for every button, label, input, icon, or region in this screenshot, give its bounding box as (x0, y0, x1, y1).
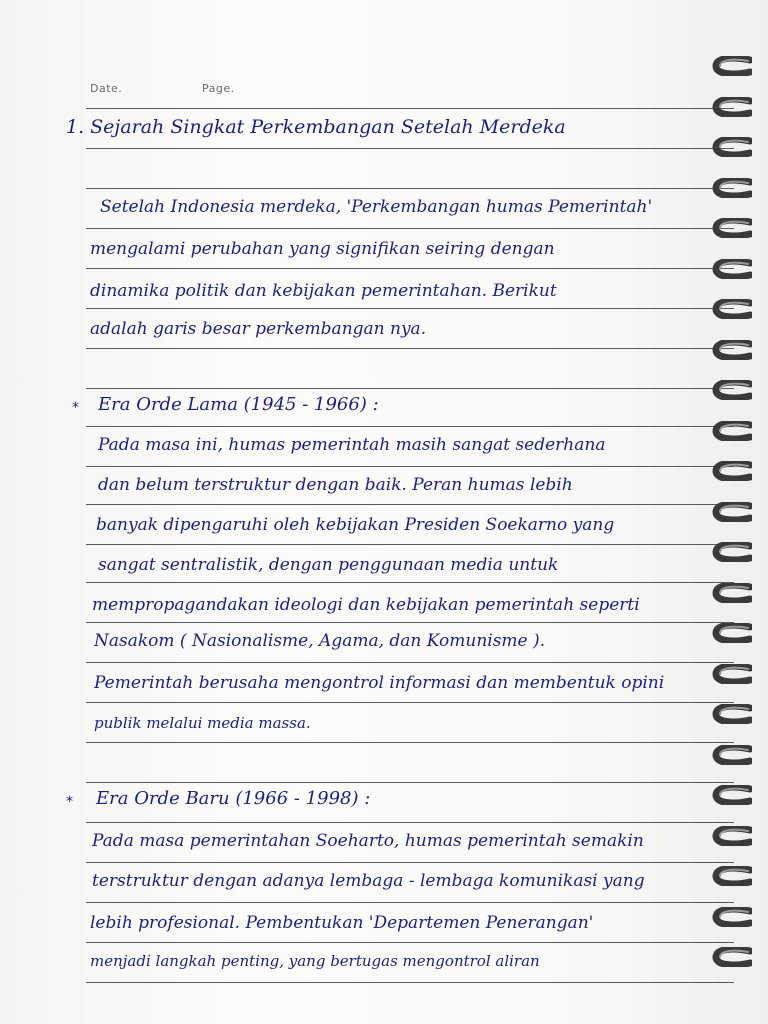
spiral-ring-icon (712, 785, 752, 805)
ruled-line (86, 188, 734, 189)
intro-line: Setelah Indonesia merdeka, 'Perkembangan humas Pemerintah' (100, 197, 653, 217)
ruled-line (86, 426, 734, 427)
ruled-line (86, 544, 734, 545)
spiral-ring-icon (712, 97, 752, 117)
spiral-ring-icon (712, 745, 752, 765)
ruled-line (86, 702, 734, 703)
ruled-line (86, 822, 734, 823)
ruled-line (86, 662, 734, 663)
spiral-ring-icon (712, 340, 752, 360)
section2-line: terstruktur dengan adanya lembaga - lembaga komunikasi yang (92, 871, 645, 891)
section1-line: publik melalui media massa. (94, 714, 311, 732)
ruled-line (86, 108, 734, 109)
ruled-line (86, 582, 734, 583)
spiral-ring-icon (712, 56, 752, 76)
spiral-ring-icon (712, 137, 752, 157)
intro-line: adalah garis besar perkembangan nya. (90, 319, 427, 339)
spiral-ring-icon (712, 623, 752, 643)
spiral-ring-icon (712, 299, 752, 319)
spiral-ring-icon (712, 542, 752, 562)
spiral-ring-icon (712, 947, 752, 967)
ruled-line (86, 942, 734, 943)
section2-heading: Era Orde Baru (1966 - 1998) : (96, 788, 371, 809)
spiral-ring-icon (712, 664, 752, 684)
section2-line: Pada masa pemerintahan Soeharto, humas pemerintah semakin (92, 831, 644, 851)
ruled-line (86, 982, 734, 983)
date-label: Date. (90, 82, 123, 95)
ruled-line (86, 782, 734, 783)
ruled-line (86, 902, 734, 903)
section1-line: dan belum terstruktur dengan baik. Peran humas lebih (98, 475, 573, 495)
spiral-ring-icon (712, 502, 752, 522)
spiral-ring-icon (712, 380, 752, 400)
ruled-line (86, 466, 734, 467)
intro-line: dinamika politik dan kebijakan pemerintahan. Berikut (90, 281, 557, 301)
ruled-line (86, 228, 734, 229)
spiral-ring-icon (712, 259, 752, 279)
page-title: 1. Sejarah Singkat Perkembangan Setelah Merdeka (66, 116, 566, 138)
section1-line: sangat sentralistik, dengan penggunaan media untuk (98, 555, 559, 575)
spiral-ring-icon (712, 218, 752, 238)
section1-line: banyak dipengaruhi oleh kebijakan Presiden Soekarno yang (96, 515, 615, 535)
section2-line: menjadi langkah penting, yang bertugas mengontrol aliran (90, 952, 540, 970)
ruled-line (86, 622, 734, 623)
spiral-ring-icon (712, 421, 752, 441)
spiral-ring-icon (712, 461, 752, 481)
section1-bullet: * (72, 400, 79, 416)
section1-line: Pada masa ini, humas pemerintah masih sangat sederhana (98, 435, 606, 455)
page-header (90, 82, 235, 95)
ruled-line (86, 388, 734, 389)
section1-line: mempropagandakan ideologi dan kebijakan pemerintah seperti (92, 595, 640, 615)
section1-line: Nasakom ( Nasionalisme, Agama, dan Komunisme ). (94, 631, 546, 651)
ruled-line (86, 148, 734, 149)
ruled-line (86, 348, 734, 349)
intro-line: mengalami perubahan yang signifikan seiring dengan (90, 239, 555, 259)
spiral-ring-icon (712, 826, 752, 846)
ruled-line (86, 504, 734, 505)
section1-heading: Era Orde Lama (1945 - 1966) : (98, 394, 379, 415)
spiral-ring-icon (712, 583, 752, 603)
ruled-line (86, 742, 734, 743)
spiral-ring-icon (712, 704, 752, 724)
ruled-line (86, 862, 734, 863)
section2-line: lebih profesional. Pembentukan 'Departemen Penerangan' (90, 913, 594, 933)
ruled-line (86, 308, 734, 309)
section1-line: Pemerintah berusaha mengontrol informasi dan membentuk opini (94, 673, 665, 693)
spiral-ring-icon (712, 866, 752, 886)
section2-bullet: * (66, 794, 73, 810)
spiral-ring-icon (712, 178, 752, 198)
page-number-label: Page. (202, 82, 235, 95)
spiral-ring-icon (712, 907, 752, 927)
ruled-line (86, 268, 734, 269)
